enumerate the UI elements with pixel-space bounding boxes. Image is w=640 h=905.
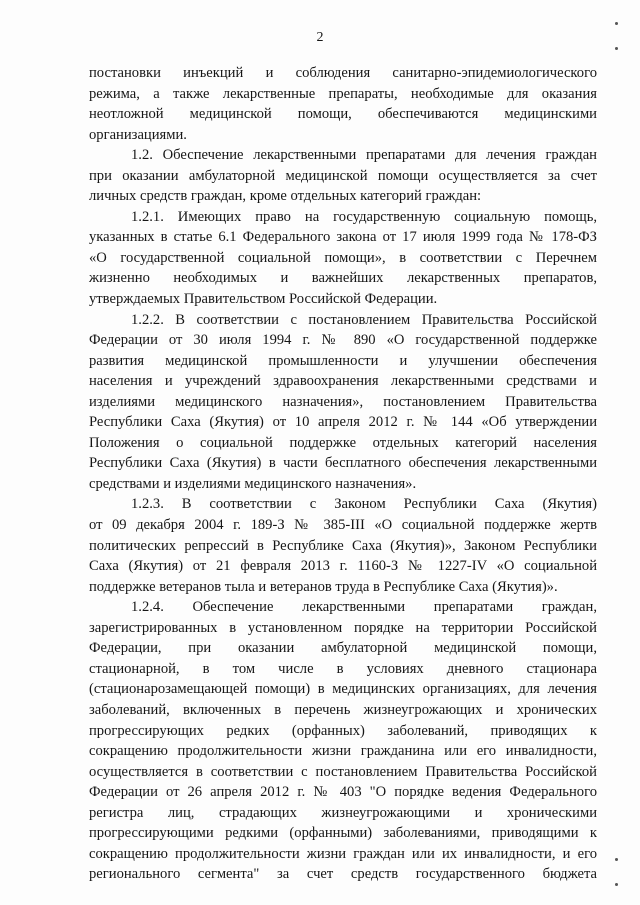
text-line: осуществляется в соответствии с постановлением Правительства Российской — [89, 763, 597, 780]
text-line: сокращению продолжительности жизни граждан или их инвалидности, и его — [89, 845, 597, 862]
scan-mark — [615, 883, 618, 886]
document-body — [89, 63, 597, 885]
text-line: Федерации, при оказании амбулаторной медицинской помощи, — [89, 640, 597, 657]
text-line: зарегистрированных в установленном порядке на территории Российской — [89, 619, 597, 636]
text-line: жизненно необходимых и важнейших лекарственных препаратов, — [89, 270, 597, 287]
text-line: политических репрессий в Республике Саха (Якутия)», Законом Республики — [89, 537, 597, 554]
scan-mark — [615, 47, 618, 50]
text-line: заболеваний, включенных в перечень жизнеугрожающих и хронических — [89, 701, 597, 718]
text-line: от 09 декабря 2004 г. 189-З № 385-III «О социальной поддержке жертв — [89, 517, 597, 534]
text-line: (стационарозамещающей помощи) в медицинских организациях, для лечения — [89, 681, 597, 698]
text-line: прогрессирующих редких (орфанных) заболеваний, приводящих к — [89, 722, 597, 739]
text-line: указанных в статье 6.1 Федерального закона от 17 июля 1999 года № 178-ФЗ — [89, 229, 597, 246]
text-line: неотложной медицинской помощи, обеспечиваются медицинскими — [89, 106, 597, 123]
scan-mark — [615, 22, 618, 25]
page-number: 2 — [316, 30, 324, 45]
text-line: сокращению продолжительности жизни гражданина или его инвалидности, — [89, 743, 597, 760]
text-line: прогрессирующими редкими (орфанными) заболеваниями, приводящими к — [89, 825, 597, 842]
text-line: при оказании амбулаторной медицинской помощи осуществляется за счет — [89, 167, 597, 184]
text-line: организациями. — [89, 126, 187, 143]
text-line: Республики Саха (Якутия) в части бесплатного обеспечения лекарственными — [89, 455, 597, 472]
scan-mark — [615, 858, 618, 861]
text-line: поддержке ветеранов тыла и ветеранов труда в Республике Саха (Якутия)». — [89, 578, 558, 595]
text-line: Положения о социальной поддержке отдельных категорий населения — [89, 434, 597, 451]
text-line: стационарной, в том числе в условиях дневного стационара — [89, 660, 597, 677]
text-line: «О государственной социальной помощи», в соответствии с Перечнем — [89, 249, 597, 266]
text-line: утверждаемых Правительством Российской Федерации. — [89, 291, 438, 308]
text-line: Республики Саха (Якутия) от 10 апреля 2012 г. № 144 «Об утверждении — [89, 414, 597, 431]
text-line: изделиями медицинского назначения», постановлением Правительства — [89, 393, 597, 410]
text-line: населения и учреждений здравоохранения лекарственными средствами и — [89, 373, 597, 390]
text-line: регистра лиц, страдающих жизнеугрожающими и хроническими — [89, 804, 597, 821]
text-line: регионального сегмента" за счет средств государственного бюджета — [89, 866, 597, 883]
text-line: 1.2.4. Обеспечение лекарственными препаратами граждан, — [131, 599, 597, 616]
text-line: Федерации от 30 июля 1994 г. № 890 «О государственной поддержке — [89, 332, 597, 349]
text-line: режима, а также лекарственные препараты, необходимые для оказания — [89, 85, 597, 102]
text-line: развития медицинской промышленности и улучшении обеспечения — [89, 352, 597, 369]
text-line: постановки инъекций и соблюдения санитарно-эпидемиологического — [89, 65, 597, 81]
text-line: Саха (Якутия) от 21 февраля 2013 г. 1160-З № 1227-IV «О социальной — [89, 558, 597, 575]
text-line: 1.2.1. Имеющих право на государственную социальную помощь, — [131, 208, 597, 225]
text-line: Федерации от 26 апреля 2012 г. № 403 "О порядке ведения Федерального — [89, 784, 597, 801]
text-line: 1.2.3. В соответствии с Законом Республики Саха (Якутия) — [131, 496, 597, 513]
text-line: 1.2. Обеспечение лекарственными препаратами для лечения граждан — [131, 147, 597, 164]
text-line: средствами и изделиями медицинского назначения». — [89, 475, 417, 492]
text-line: личных средств граждан, кроме отдельных категорий граждан: — [89, 188, 482, 205]
text-line: 1.2.2. В соответствии с постановлением Правительства Российской — [131, 311, 597, 328]
